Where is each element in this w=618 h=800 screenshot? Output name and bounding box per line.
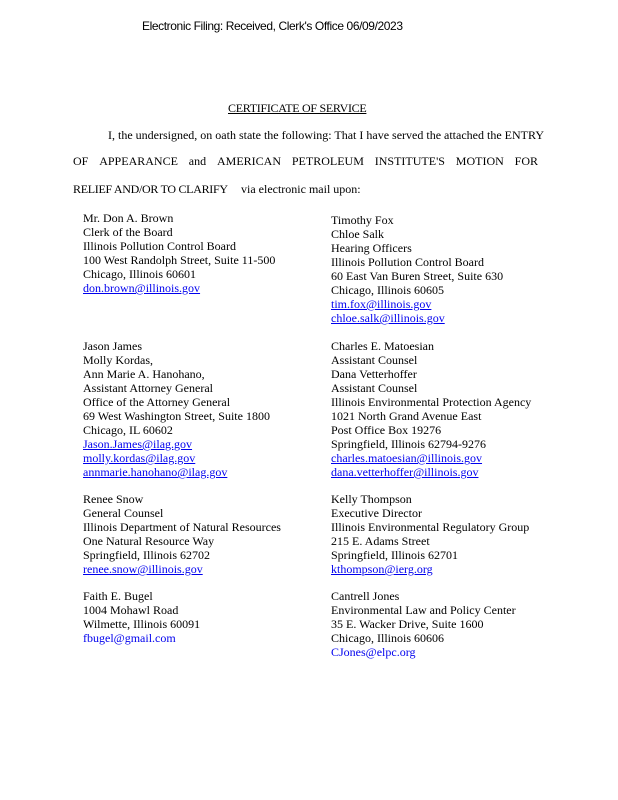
recipient-line: 35 E. Wacker Drive, Suite 1600 <box>331 617 484 631</box>
recipient-line: Springfield, Illinois 62702 <box>83 548 210 562</box>
recipient-line: Kelly Thompson <box>331 492 412 506</box>
line2-word: FOR <box>514 154 538 168</box>
recipient-line: Clerk of the Board <box>83 225 173 239</box>
email-link[interactable]: charles.matoesian@illinois.gov <box>331 451 483 465</box>
line2-word: OF <box>73 154 89 168</box>
email-link[interactable]: renee.snow@illinois.gov <box>83 562 203 576</box>
recipient-line: Post Office Box 19276 <box>331 423 442 437</box>
certificate-line-2 <box>73 154 538 169</box>
recipient-line: Assistant Counsel <box>331 353 418 367</box>
recipient-line: 60 East Van Buren Street, Suite 630 <box>331 269 504 283</box>
recipient-line: Illinois Department of Natural Resources <box>83 520 281 534</box>
recipient-line: Chicago, IL 60602 <box>83 423 173 437</box>
recipient-line: Environmental Law and Policy Center <box>331 603 516 617</box>
recipient-line: Office of the Attorney General <box>83 395 231 409</box>
service-block <box>331 339 531 479</box>
line2-word: AMERICAN <box>216 154 281 168</box>
service-block <box>83 589 200 645</box>
recipient-line: Illinois Pollution Control Board <box>83 239 237 253</box>
recipient-line: Renee Snow <box>83 492 144 506</box>
recipient-line: Chicago, Illinois 60605 <box>331 283 444 297</box>
line2-word: and <box>188 154 207 168</box>
email-link[interactable]: Jason.James@ilag.gov <box>83 437 193 451</box>
recipient-line: Springfield, Illinois 62701 <box>331 548 458 562</box>
recipient-line: Executive Director <box>331 506 422 520</box>
recipient-line: Mr. Don A. Brown <box>83 211 174 225</box>
recipient-line: 1021 North Grand Avenue East <box>331 409 482 423</box>
recipient-line: Cantrell Jones <box>331 589 400 603</box>
recipient-line: Springfield, Illinois 62794-9276 <box>331 437 486 451</box>
service-block <box>83 339 270 479</box>
service-block <box>331 492 529 576</box>
recipient-line: 100 West Randolph Street, Suite 11-500 <box>83 253 276 267</box>
service-block <box>83 211 275 295</box>
service-block <box>331 213 503 325</box>
recipient-line: Assistant Counsel <box>331 381 418 395</box>
recipient-line: Hearing Officers <box>331 241 412 255</box>
email-link[interactable]: kthompson@ierg.org <box>331 562 433 576</box>
recipient-line: Illinois Environmental Protection Agency <box>331 395 532 409</box>
email-link[interactable]: chloe.salk@illinois.gov <box>331 311 445 325</box>
email-link[interactable]: tim.fox@illinois.gov <box>331 297 432 311</box>
recipient-line: Faith E. Bugel <box>83 589 153 603</box>
recipient-line: 1004 Mohawl Road <box>83 603 179 617</box>
email-link[interactable]: annmarie.hanohano@ilag.gov <box>83 465 228 479</box>
email-link[interactable]: molly.kordas@ilag.gov <box>83 451 196 465</box>
recipient-line: Wilmette, Illinois 60091 <box>83 617 201 631</box>
recipient-line: 69 West Washington Street, Suite 1800 <box>83 409 270 423</box>
recipient-line: One Natural Resource Way <box>83 534 215 548</box>
recipient-line: Chicago, Illinois 60601 <box>83 267 196 281</box>
service-block <box>83 492 281 576</box>
certificate-line-3a: RELIEF AND/OR TO CLARIFY <box>73 182 228 196</box>
email-link[interactable]: don.brown@illinois.gov <box>83 281 201 295</box>
recipient-line: Illinois Pollution Control Board <box>331 255 485 269</box>
recipient-line: Molly Kordas, <box>83 353 153 367</box>
recipient-line: General Counsel <box>83 506 164 520</box>
recipient-line: 215 E. Adams Street <box>331 534 430 548</box>
certificate-line-1: I, the undersigned, on oath state the following: That I have served the attached the ENTRY <box>108 128 544 142</box>
certificate-title: CERTIFICATE OF SERVICE <box>228 101 367 115</box>
recipient-line: Ann Marie A. Hanohano, <box>83 367 205 381</box>
recipient-line: Dana Vetterhoffer <box>331 367 417 381</box>
filing-stamp: Electronic Filing: Received, Clerk's Office 06/09/2023 <box>142 19 403 33</box>
email-link[interactable]: CJones@elpc.org <box>331 645 416 659</box>
recipient-line: Timothy Fox <box>331 213 394 227</box>
service-block <box>331 589 516 659</box>
line2-word: PETROLEUM <box>291 154 364 168</box>
line2-word: APPEARANCE <box>99 154 178 168</box>
email-link[interactable]: fbugel@gmail.com <box>83 631 176 645</box>
line2-word: MOTION <box>455 154 504 168</box>
recipient-line: Charles E. Matoesian <box>331 339 434 353</box>
email-link[interactable]: dana.vetterhoffer@illinois.gov <box>331 465 479 479</box>
recipient-line: Chloe Salk <box>331 227 384 241</box>
line2-word: INSTITUTE'S <box>374 154 445 168</box>
recipient-line: Assistant Attorney General <box>83 381 213 395</box>
recipient-line: Jason James <box>83 339 142 353</box>
certificate-line-3b: via electronic mail upon: <box>241 182 361 196</box>
recipient-line: Illinois Environmental Regulatory Group <box>331 520 530 534</box>
recipient-line: Chicago, Illinois 60606 <box>331 631 444 645</box>
